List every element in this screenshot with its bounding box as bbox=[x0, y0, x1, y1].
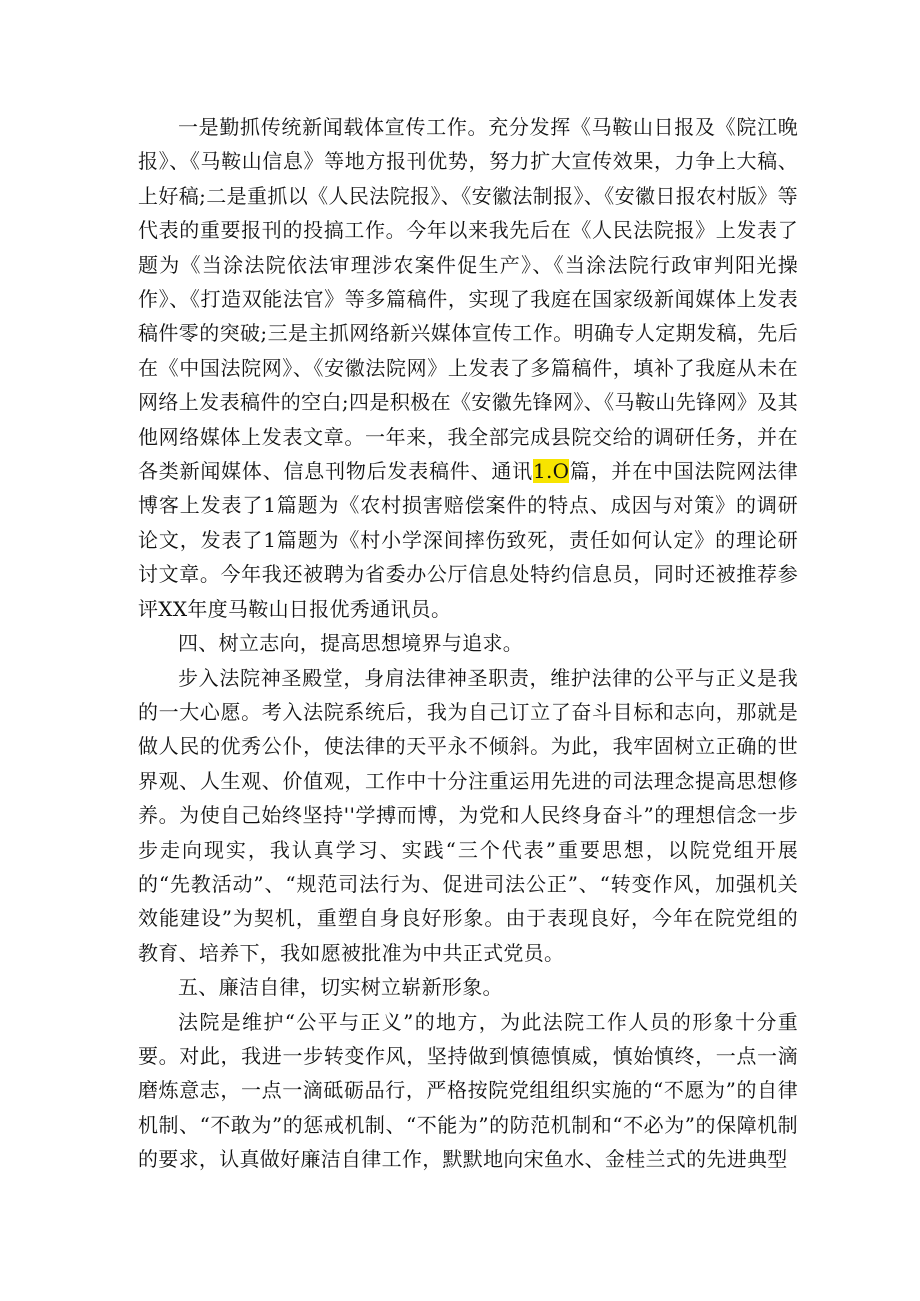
paragraph-text: 篇，并在中国法院网法律博客上发表了1篇题为《农村损害赔偿案件的特点、成因与对策》的调研论文，发表了1篇题为《村小学深间摔伤致死，责任如何认定》的理论研讨文章。今年我还被聘为省委办公厅信息处特约信息员，同时还被推荐参评XX年度马鞍山日报优秀通讯员。 bbox=[138, 459, 798, 621]
document-page bbox=[138, 110, 798, 1177]
paragraph-integrity: 法院是维护“公平与正义”的地方，为此法院工作人员的形象十分重要。对此，我进一步转变作风，坚持做到慎德慎威，慎始慎终，一点一滴磨炼意志，一点一滴砥砺品行，严格按院党组组织实施的“不愿为”的自律机制、“不敢为”的惩戒机制、“不能为”的防范机制和“不必为”的保障机制的要求，认真做好廉洁自律工作，默默地向宋鱼水、金桂兰式的先进典型 bbox=[138, 1009, 798, 1172]
section-heading-five: 五、廉洁自律，切实树立崭新形象。 bbox=[178, 975, 503, 1000]
section-heading-four: 四、树立志向，提高思想境界与追求。 bbox=[178, 631, 524, 656]
paragraph-aspiration: 步入法院神圣殿堂，身肩法律神圣职责，维护法律的公平与正义是我的一大心愿。考入法院系统后，我为自己订立了奋斗目标和志向，那就是做人民的优秀公仆，使法律的天平永不倾斜。为此，我牢固树立正确的世界观、人生观、价值观，工作中十分注重运用先进的司法理念提高思想修养。为使自己始终坚持''学搏而博，为党和人民终身奋斗”的理想信念一步步走向现实，我认真学习、实践“三个代表”重要思想，以院党组开展的“先教活动”、“规范司法行为、促进司法公正”、“转变作风，加强机关效能建设”为契机，重塑自身良好形象。由于表现良好，今年在院党组的教育、培养下，我如愿被批准为中共正式党员。 bbox=[138, 665, 798, 965]
paragraph-publicity-work bbox=[138, 110, 798, 626]
paragraph-text: 一是勤抓传统新闻载体宣传工作。充分发挥《马鞍山日报及《院江晚报》、《马鞍山信息》等地方报刊优势，努力扩大宣传效果，力争上大稿、上好稿;二是重抓以《人民法院报》、《安徽法制报》、《安徽日报农村版》等代表的重要报刊的投搞工作。今年以来我先后在《人民法院报》上发表了题为《当涂法院依法审理涉农案件促生产》、《当涂法院行政审判阳光操作》、《打造双能法官》等多篇稿件，实现了我庭在国家级新闻媒体上发表稿件零的突破;三是主抓网络新兴媒体宣传工作。明确专人定期发稿，先后在《中国法院网》、《安徽法院网》上发表了多篇稿件，填补了我庭从未在网络上发表稿件的空白;四是积极在《安徽先锋网》、《马鞍山先锋网》及其他网络媒体上发表文章。一年来，我全部完成县院交给的调研任务，并在各类新闻媒体、信息刊物后发表稿件、通讯 bbox=[138, 115, 798, 484]
highlighted-count: 1.O bbox=[532, 459, 570, 484]
